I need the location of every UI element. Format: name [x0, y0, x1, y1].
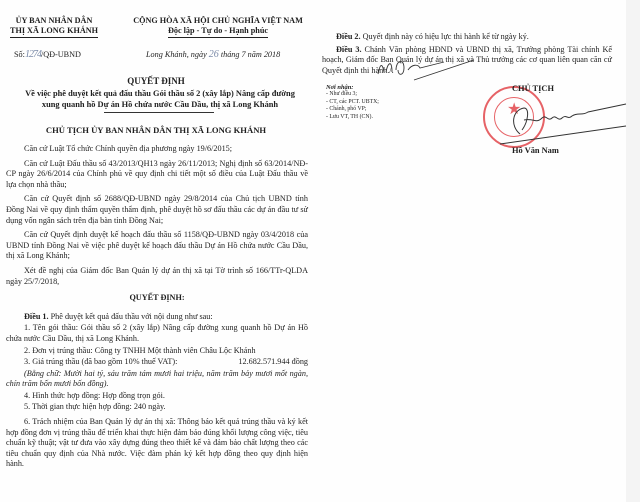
national-header [118, 16, 318, 38]
legal-basis: Căn cứ Quyết định duyệt kế hoạch đấu thầu số 1158/QĐ-UBND ngày 03/4/2018 của UBND tỉnh Đồng Nai về việc phê duyệt kế hoạch đấu thầu Dự án Hồ chứa nước Cầu Dầu, thị xã Long Khánh; [6, 230, 308, 261]
date-place [146, 49, 280, 60]
agency-line2: THỊ XÃ LONG KHÁNH [10, 26, 98, 38]
article-1 [6, 312, 308, 323]
article-text: Quyết định này có hiệu lực thi hành kể từ ngày ký. [360, 32, 529, 41]
issuing-agency [6, 16, 102, 38]
decision-heading: QUYẾT ĐỊNH: [129, 293, 185, 303]
national-motto: Độc lập - Tự do - Hạnh phúc [168, 26, 268, 38]
document-number [14, 49, 81, 60]
recipient-item: - Chánh, phó VP; [326, 106, 367, 113]
price-label: 3. Giá trúng thầu (đã bao gồm 10% thuế VAT): [24, 357, 178, 367]
signer-title: CHỦ TỊCH [512, 84, 554, 93]
subject-line2: xung quanh hồ Dự án Hồ chứa nước Cầu Dầu, thị xã Long Khánh [41, 100, 279, 109]
number-label: Số: [14, 50, 25, 59]
article-label: Điều 1. [24, 311, 49, 321]
article-label: Điều 2. [336, 32, 361, 41]
article-item: 1. Tên gói thầu: Gói thầu số 2 (xây lắp) Nâng cấp đường xung quanh hồ Dự án Hồ chứa nước Cầu Dầu, thị xã Long Khánh. [6, 323, 308, 343]
country-name: CỘNG HÒA XÃ HỘI CHỦ NGHĨA VIỆT NAM [133, 16, 303, 25]
document-body [6, 144, 308, 474]
signer-name: Hồ Văn Nam [512, 146, 559, 155]
article-item-price [6, 357, 308, 368]
handwritten-day: 26 [208, 49, 219, 60]
handwritten-number: 1274 [24, 49, 41, 60]
recipients-label: Nơi nhận: [326, 84, 354, 91]
article-item: 4. Hình thức hợp đồng: Hợp đồng trọn gói. [24, 390, 165, 400]
legal-basis: Căn cứ Quyết định số 2688/QĐ-UBND ngày 29/8/2014 của Chủ tịch UBND tỉnh Đồng Nai về quy định thẩm quyền thẩm định, phê duyệt hồ sơ đấu thầu các dự án đầu tư sử dụng vốn ngân sách trên địa bàn tỉnh Đồng Nai; [6, 194, 308, 225]
recipient-item: - Lưu VT, TH (CN). [326, 113, 373, 120]
issuer-title: CHỦ TỊCH ỦY BAN NHÂN DÂN THỊ XÃ LONG KHÁNH [45, 125, 267, 135]
legal-basis: Xét đề nghị của Giám đốc Ban Quản lý dự án thị xã tại Tờ trình số 166/TTr-QLDA ngày 25/7/2018, [6, 265, 308, 286]
document-title: QUYẾT ĐỊNH [127, 76, 185, 86]
article-label: Điều 3. [336, 44, 362, 54]
agency-line1: ỦY BAN NHÂN DÂN [15, 16, 93, 25]
article-item: 2. Đơn vị trúng thầu: Công ty TNHH Một thành viên Châu Lộc Khánh [24, 345, 256, 355]
date-prefix: Long Khánh, ngày [146, 50, 207, 59]
article-text: Chánh Văn phòng HĐND và UBND thị xã, Trưởng phòng Tài chính Kế hoạch, Giám đốc Ban Quản lý dự án thị xã và Thủ trưởng các cơ quan liên quan căn cứ Quyết định thi hành./. [322, 44, 613, 75]
recipient-item: - Như điều 3; [326, 91, 357, 98]
recipients-list [326, 84, 379, 121]
document-subject [8, 88, 312, 110]
article-2 [322, 32, 612, 43]
page-edge [626, 0, 640, 502]
legal-basis: Căn cứ Luật Đấu thầu số 43/2013/QH13 ngày 26/11/2013; Nghị định số 63/2014/NĐ-CP ngày 26/6/2014 của Chính phủ về quy định chi tiết một số điều của Luật Đấu thầu về lựa chọn nhà thầu; [6, 158, 308, 189]
legal-basis: Căn cứ Luật Tổ chức Chính quyền địa phương ngày 19/6/2015; [24, 144, 233, 153]
price-value: 12.682.571.944 đồng [238, 357, 308, 367]
chairman-signature-icon [490, 96, 630, 146]
price-in-words: (Bằng chữ: Mười hai tỷ, sáu trăm tám mươi hai triệu, năm trăm bảy mươi mốt ngàn, chín trăm bốn mươi bốn đồng). [6, 368, 308, 389]
date-suffix: tháng 7 năm 2018 [220, 50, 281, 59]
subject-line1: Về việc phê duyệt kết quả đấu thầu Gói thầu số 2 (xây lắp) Nâng cấp đường [25, 89, 295, 98]
number-suffix: /QĐ-UBND [40, 50, 81, 59]
recipient-item: - CT, các PCT. UBTX; [326, 98, 379, 105]
title-underline [104, 112, 214, 113]
seal-star-icon: ★ [507, 101, 522, 118]
article-text: Phê duyệt kết quả đấu thầu với nội dung như sau: [48, 311, 213, 321]
initials-signature-icon [374, 54, 494, 82]
article-item: 5. Thời gian thực hiện hợp đồng: 240 ngày. [24, 402, 166, 412]
article-item: 6. Trách nhiệm của Ban Quản lý dự án thị xã: Thông báo kết quả trúng thầu và ký kết hợp đồng đơn vị trúng thầu để triển khai thực hiện đảm bảo đúng khối lượng công việc, tiêu chuẩn kỹ thuật; vật tư đưa vào xây dựng đúng theo thiết kế và đảm bảo chất lượng theo các tiêu chuẩn quy định của Nhà nước. Việc đàm phán ký kết hợp đồng theo quy định hiện hành. [6, 417, 308, 469]
